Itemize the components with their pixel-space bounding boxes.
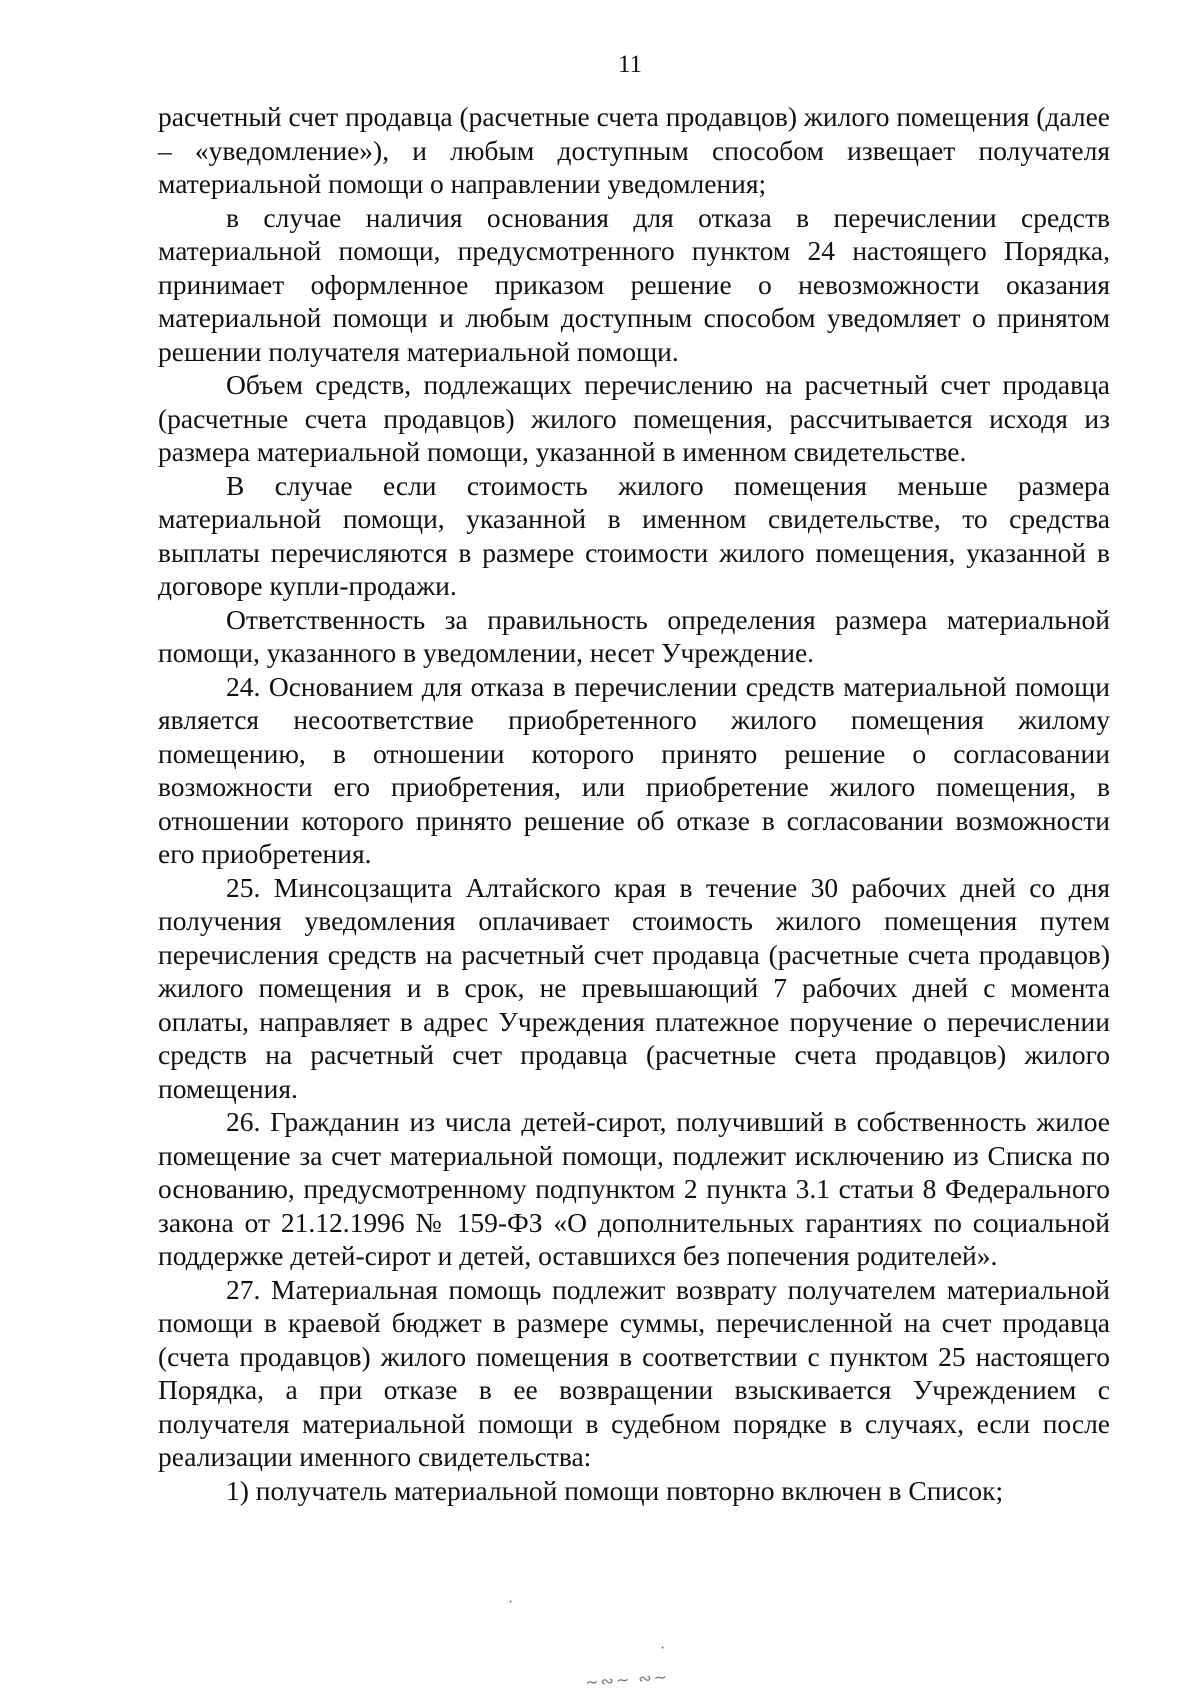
document-body xyxy=(158,100,1110,1507)
scan-speck: · xyxy=(508,1592,516,1611)
paragraph-item-24: 24. Основанием для отказа в перечислении средств материальной помощи является несоответствие приобретенного жилого помещения жилому помещению, в отношении которого принято решение о согласовании возможности его приобретения, или приобретение жилого помещения, в отношении которого принято решение об отказе в согласовании возможности его приобретения. xyxy=(158,670,1110,869)
paragraph-cost-less: В случае если стоимость жилого помещения меньше размера материальной помощи, указанной в именном свидетельстве, то средства выплаты перечисляются в размере стоимости жилого помещения, указанной в договоре купли-продажи. xyxy=(158,469,1110,601)
paragraph-refusal-case: в случае наличия основания для отказа в перечислении средств материальной помощи, предусмотренного пунктом 24 настоящего Порядка, принимает оформленное приказом решение о невозможности оказания материальной помощи и любым доступным способом уведомляет о принятом решении получателя материальной помощи. xyxy=(158,201,1110,367)
handwritten-scribble-mark: ∼∾∼ ∾∼ xyxy=(584,1667,670,1692)
paragraph-item-27: 27. Материальная помощь подлежит возврату получателем материальной помощи в краевой бюджет в размере суммы, перечисленной на счет продавца (счета продавцов) жилого помещения в соответствии с пунктом 25 настоящего Порядка, а при отказе в ее возвращении взыскивается Учреждением с получателя материальной помощи в судебном порядке в случаях, если после реализации именного свидетельства: xyxy=(158,1273,1110,1472)
page-number: 11 xyxy=(617,51,643,78)
paragraph-funds-volume: Объем средств, подлежащих перечислению на расчетный счет продавца (расчетные счета продавцов) жилого помещения, рассчитывается исходя из размера материальной помощи, указанной в именном свидетельстве. xyxy=(158,369,1110,467)
scan-speck: · xyxy=(660,1638,668,1657)
paragraph-subitem-1: 1) получатель материальной помощи повторно включен в Список; xyxy=(226,1474,1004,1506)
paragraph-responsibility: Ответственность за правильность определения размера материальной помощи, указанного в уведомлении, несет Учреждение. xyxy=(158,603,1110,668)
paragraph-item-26: 26. Гражданин из числа детей-сирот, получивший в собственность жилое помещение за счет материальной помощи, подлежит исключению из Списка по основанию, предусмотренному подпунктом 2 пункта 3.1 статьи 8 Федерального закона от 21.12.1996 № 159-ФЗ «О дополнительных гарантиях по социальной поддержке детей-сирот и детей, оставшихся без попечения родителей». xyxy=(158,1106,1110,1271)
paragraph-item-25: 25. Минсоцзащита Алтайского края в течение 30 рабочих дней со дня получения уведомления оплачивает стоимость жилого помещения путем перечисления средств на расчетный счет продавца (расчетные счета продавцов) жилого помещения и в срок, не превышающий 7 рабочих дней с момента оплаты, направляет в адрес Учреждения платежное поручение о перечислении средств на расчетный счет продавца (расчетные счета продавцов) жилого помещения. xyxy=(158,871,1110,1104)
paragraph-continuation: расчетный счет продавца (расчетные счета продавцов) жилого помещения (далее – «уведомление»), и любым доступным способом извещает получателя материальной помощи о направлении уведомления; xyxy=(158,101,1110,199)
